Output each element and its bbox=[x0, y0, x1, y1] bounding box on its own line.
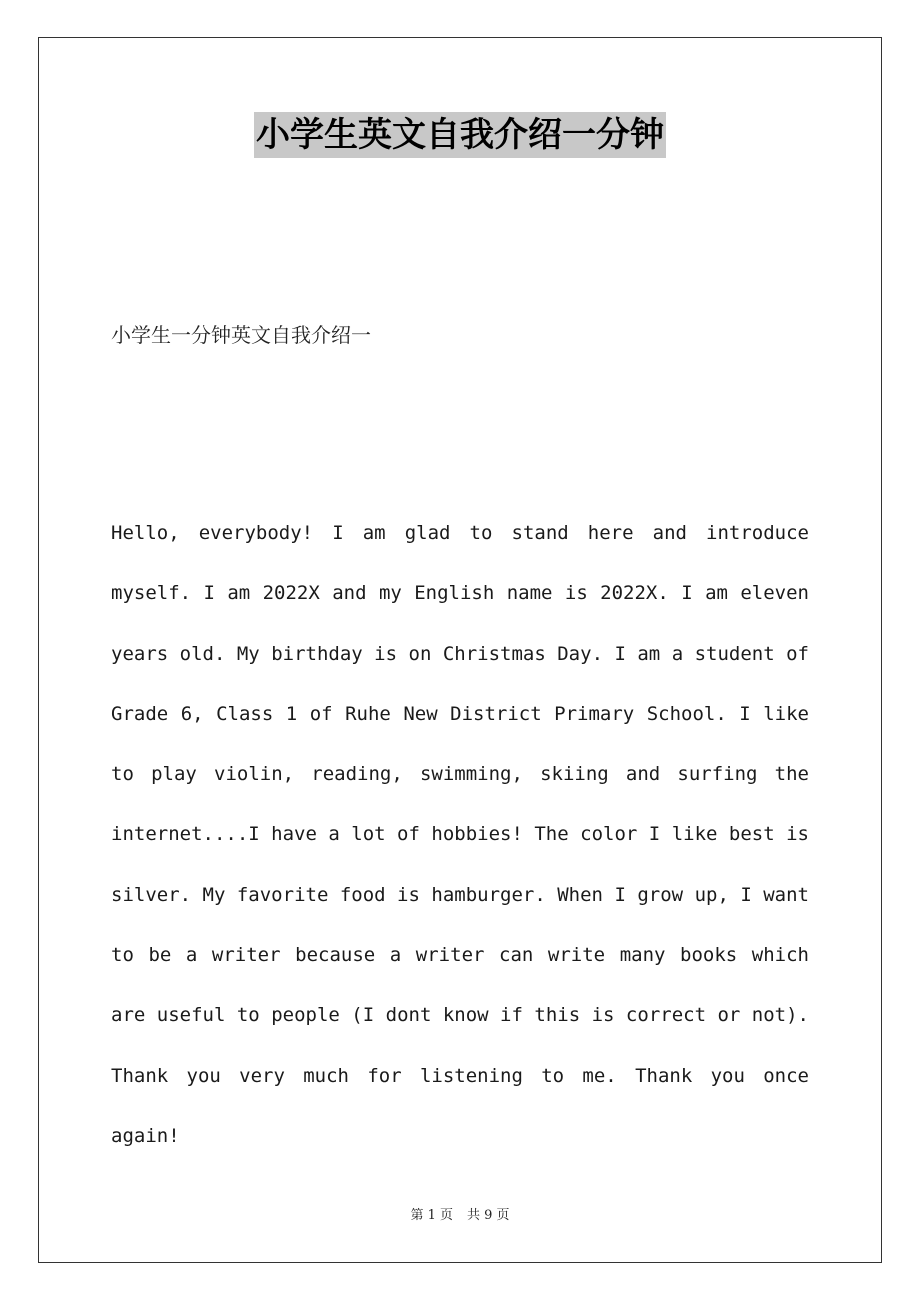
section-heading: 小学生一分钟英文自我介绍一 bbox=[111, 323, 371, 347]
title-container bbox=[0, 112, 920, 158]
document-title: 小学生英文自我介绍一分钟 bbox=[254, 112, 666, 158]
body-paragraph: Hello, everybody! I am glad to stand here and introduce myself. I am 2022X and my English name is 2022X. I am eleven years old. My birthday is on Christmas Day. I am a student of Grade 6, Class 1 of Ruhe New District Primary School. I like to play violin, reading, swimming, skiing and surfing the internet....I have a lot of hobbies! The color I like best is silver. My favorite food is hamburger. When I grow up, I want to be a writer because a writer can write many books which are useful to people (I dont know if this is correct or not). Thank you very much for listening to me. Thank you once again! bbox=[111, 522, 809, 1147]
page-number: 第 1 页 bbox=[410, 1208, 453, 1223]
page-footer bbox=[0, 1206, 920, 1226]
page-total: 共 9 页 bbox=[467, 1208, 510, 1223]
